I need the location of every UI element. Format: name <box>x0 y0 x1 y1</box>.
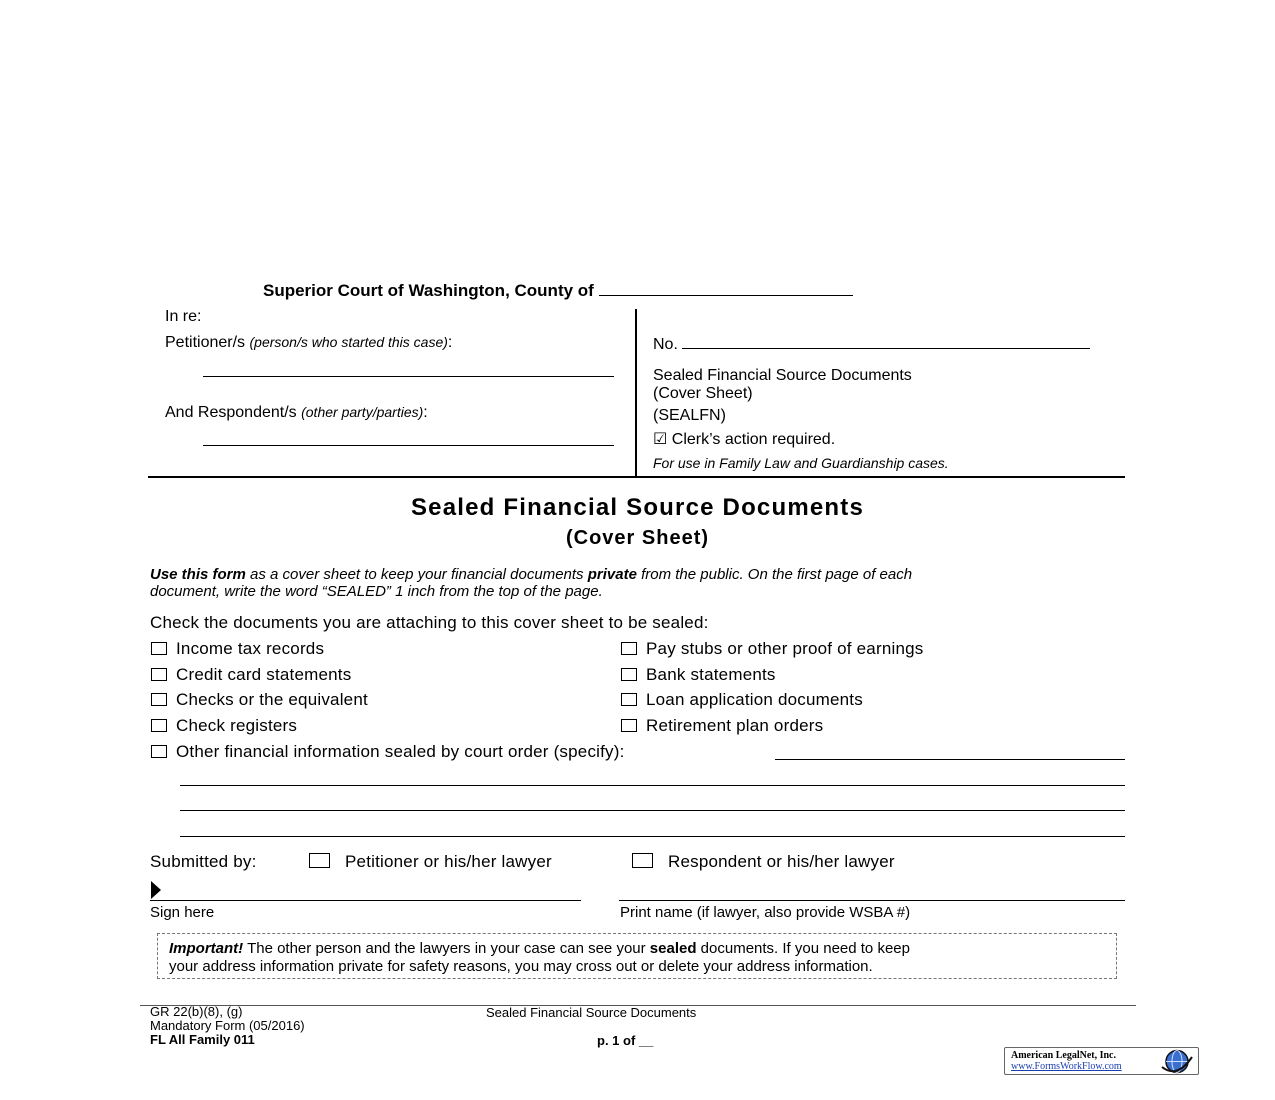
checkbox-icon[interactable] <box>621 719 637 732</box>
logo-company: American LegalNet, Inc. <box>1011 1050 1116 1061</box>
logo-url[interactable]: www.FormsWorkFlow.com <box>1011 1061 1122 1072</box>
print-name-label: Print name (if lawyer, also provide WSBA #) <box>620 904 911 921</box>
caption-bottom-rule <box>148 476 1125 478</box>
important-text: Important! The other person and the lawyers in your case can see your sealed documents. If you need to keep your address information private for safety reasons, you may cross out or delete your address information. <box>169 940 910 975</box>
checkbox-bank-statements[interactable]: Bank statements <box>621 665 776 685</box>
sign-here-label: Sign here <box>150 904 215 921</box>
other-specify-line-2[interactable] <box>180 785 1125 786</box>
checkbox-icon[interactable] <box>151 745 167 758</box>
doc-code: (SEALFN) <box>653 407 726 424</box>
footer-page: p. 1 of __ <box>597 1033 654 1048</box>
footer-form-id: FL All Family 011 <box>150 1032 255 1047</box>
footer-rule-ref: GR 22(b)(8), (g) <box>150 1004 243 1019</box>
submitted-petitioner-option[interactable]: Petitioner or his/her lawyer <box>309 852 552 872</box>
respondent-name-field[interactable] <box>203 445 614 446</box>
other-specify-field[interactable] <box>775 759 1125 760</box>
print-name-field[interactable] <box>619 900 1125 901</box>
case-number-field[interactable] <box>682 335 1090 349</box>
checkbox-credit-card[interactable]: Credit card statements <box>151 665 351 685</box>
in-re-label: In re: <box>165 308 202 325</box>
doc-title-line2: (Cover Sheet) <box>653 385 753 402</box>
checkbox-icon[interactable] <box>632 853 653 868</box>
checkbox-icon[interactable] <box>151 668 167 681</box>
other-specify-line-4[interactable] <box>180 836 1125 837</box>
footer-mandatory: Mandatory Form (05/2016) <box>150 1018 305 1033</box>
petitioner-label: Petitioner/s (person/s who started this case): <box>165 334 453 351</box>
checkbox-icon[interactable] <box>151 642 167 655</box>
instructions: Use this form as a cover sheet to keep your financial documents private from the public. On the first page of each document, write the word “SEALED” 1 inch from the top of the page. <box>150 566 913 600</box>
form-title: Sealed Financial Source Documents <box>410 494 865 521</box>
use-note: For use in Family Law and Guardianship cases. <box>653 455 949 471</box>
checkbox-income-tax[interactable]: Income tax records <box>151 639 324 659</box>
form-subtitle: (Cover Sheet) <box>565 527 710 549</box>
legalnet-logo[interactable] <box>1004 1047 1199 1075</box>
footer-left <box>150 1005 305 1047</box>
doc-title-box <box>653 367 912 403</box>
court-title: Superior Court of Washington, County of <box>263 280 853 301</box>
signature-field[interactable] <box>150 900 581 901</box>
checkbox-check-registers[interactable]: Check registers <box>151 716 297 736</box>
submitted-by-label: Submitted by: <box>150 852 257 871</box>
checkbox-icon[interactable] <box>621 668 637 681</box>
checkbox-other[interactable]: Other financial information sealed by court order (specify): <box>151 742 625 762</box>
case-number: No. <box>653 335 1090 354</box>
submitted-respondent-option[interactable]: Respondent or his/her lawyer <box>632 852 895 872</box>
checkbox-pay-stubs[interactable]: Pay stubs or other proof of earnings <box>621 639 923 659</box>
petitioner-name-field[interactable] <box>203 376 614 377</box>
clerk-action: ☑ Clerk’s action required. <box>653 431 836 448</box>
checkbox-icon[interactable] <box>621 642 637 655</box>
county-field[interactable] <box>599 280 853 296</box>
checkbox-retirement-plan[interactable]: Retirement plan orders <box>621 716 823 736</box>
checkbox-icon[interactable] <box>151 719 167 732</box>
checklist-prompt: Check the documents you are attaching to this cover sheet to be sealed: <box>150 613 709 632</box>
checkbox-icon[interactable] <box>621 693 637 706</box>
sign-arrow-icon <box>151 881 161 899</box>
checked-box-icon: ☑ <box>653 431 668 448</box>
checkbox-icon[interactable] <box>151 693 167 706</box>
caption-divider <box>635 309 637 476</box>
footer-title: Sealed Financial Source Documents <box>486 1005 697 1020</box>
checkbox-icon[interactable] <box>309 853 330 868</box>
other-specify-line-3[interactable] <box>180 810 1125 811</box>
doc-title-line1: Sealed Financial Source Documents <box>653 367 912 384</box>
checkbox-checks[interactable]: Checks or the equivalent <box>151 690 368 710</box>
checkbox-loan-application[interactable]: Loan application documents <box>621 690 863 710</box>
respondent-label: And Respondent/s (other party/parties): <box>165 404 428 421</box>
globe-icon <box>1159 1049 1195 1074</box>
